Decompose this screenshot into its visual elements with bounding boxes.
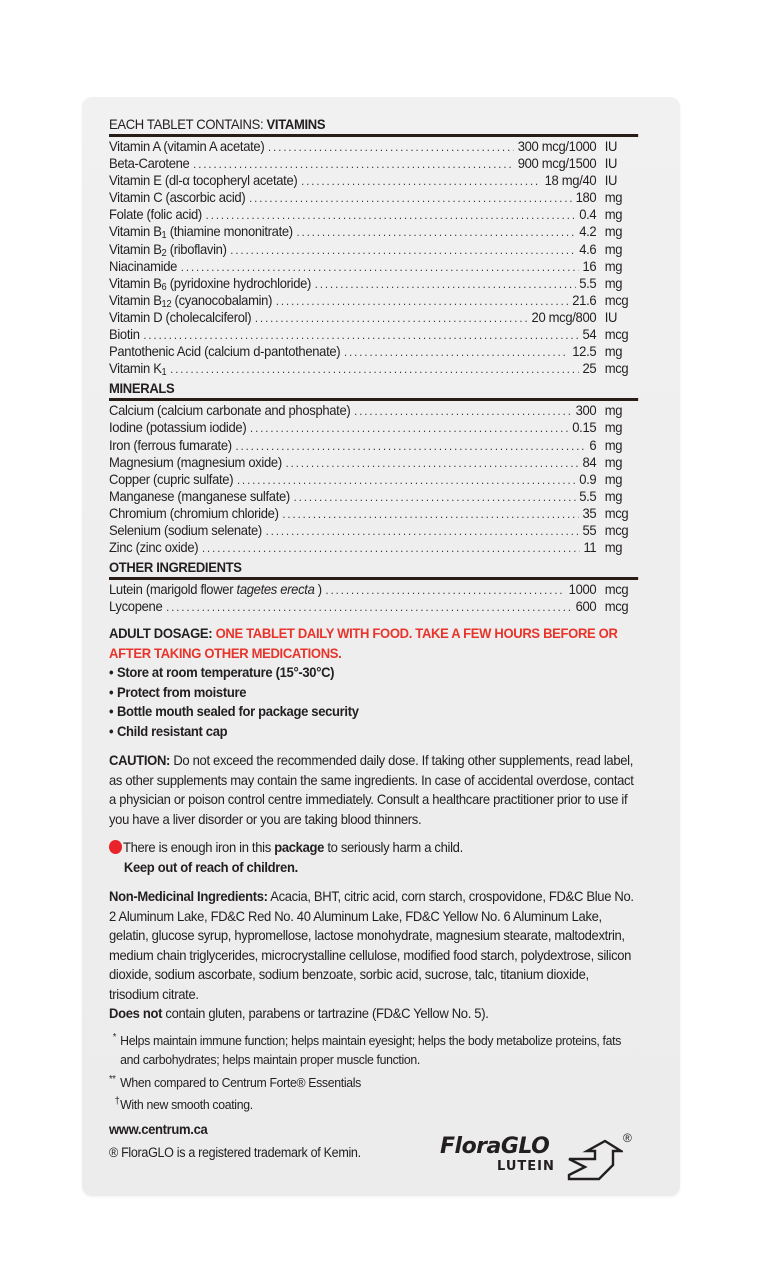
ingredient-unit: mg xyxy=(604,257,623,274)
vitamins-table xyxy=(109,138,638,377)
ingredient-unit: mg xyxy=(604,240,623,257)
ingredient-name-text: Beta-Carotene xyxy=(109,155,190,172)
caution-text xyxy=(109,751,639,829)
ingredient-row xyxy=(109,138,638,155)
ingredient-name-rest: (riboflavin) xyxy=(166,240,227,257)
ingredient-name-text: Manganese (manganese sulfate) xyxy=(109,487,290,504)
ingredient-amount: 21.6 xyxy=(572,291,597,308)
bullet-item: • Bottle mouth sealed for package security xyxy=(109,702,639,722)
ingredient-name-rest: (cyanocobalamin) xyxy=(171,291,273,308)
ingredient-name xyxy=(109,598,162,615)
ingredient-amount: 12.5 xyxy=(572,343,597,360)
ingredient-unit: mg xyxy=(604,419,623,436)
ingredient-row xyxy=(109,454,638,471)
ingredient-unit: mcg xyxy=(604,326,629,343)
ingredient-name xyxy=(109,360,166,377)
dot-leader xyxy=(237,472,576,489)
ingredient-amount: 600 xyxy=(575,598,597,615)
ingredient-row xyxy=(109,488,638,505)
footnote-mark: † xyxy=(114,1096,120,1108)
ingredient-unit: mg xyxy=(604,223,623,240)
ingredient-name-text: Vitamin K xyxy=(109,360,162,377)
ingredient-name xyxy=(109,172,297,189)
ingredient-name xyxy=(109,292,272,309)
ingredient-amount: 4.2 xyxy=(579,223,597,240)
dot-leader xyxy=(206,207,576,224)
ingredient-row xyxy=(109,402,638,419)
logo-brand: FloraGLO xyxy=(440,1134,550,1159)
other-ingredients-heading: OTHER INGREDIENTS xyxy=(109,559,638,580)
dot-leader xyxy=(235,438,585,455)
ingredient-amount: 16 xyxy=(582,257,597,274)
ingredient-name xyxy=(109,275,311,292)
other-ingredients-table xyxy=(109,581,638,615)
caution-body: Do not exceed the recommended daily dose. If taking other supplements, read label, as other supplements may contain the same ingredients. In case of accidental overdose, contact a physician or poison control centre immediately. Consult a healthcare practitioner prior to use if you have a liver disorder or you are taking blood thinners. xyxy=(109,752,634,827)
ingredient-amount: 25 xyxy=(582,360,597,377)
dot-leader xyxy=(250,420,568,437)
ingredient-row xyxy=(109,206,638,223)
bullet-item: • Protect from moisture xyxy=(109,683,639,703)
minerals-table xyxy=(109,402,638,556)
dosage-label: ADULT DOSAGE: xyxy=(109,625,216,642)
dot-leader xyxy=(294,489,576,506)
dot-leader xyxy=(202,540,580,557)
ingredient-name-text: Folate (folic acid) xyxy=(109,206,202,223)
dot-leader xyxy=(297,224,576,241)
ingredient-amount: 6 xyxy=(589,436,597,453)
ingredient-name xyxy=(109,309,251,326)
ingredient-amount: 11 xyxy=(583,539,597,556)
footnote-text: Helps maintain immune function; helps maintain eyesight; helps the body metabolize proteins, fats and carbohydrates; helps maintain proper muscle function. xyxy=(120,1032,622,1068)
ingredient-unit: mg xyxy=(604,539,623,556)
ingredient-amount: 5.5 xyxy=(579,487,597,504)
caution-label: CAUTION: xyxy=(109,752,171,769)
non-medicinal-ingredients xyxy=(109,887,639,1024)
ingredient-name-text: Copper (cupric sulfate) xyxy=(109,470,234,487)
ingredient-amount: 35 xyxy=(582,504,597,521)
ingredient-unit: IU xyxy=(604,155,618,172)
ingredient-name xyxy=(109,343,340,360)
ingredient-amount: 5.5 xyxy=(579,274,597,291)
ingredient-row xyxy=(109,258,638,275)
website-link[interactable]: www.centrum.ca xyxy=(109,1120,208,1137)
ingredient-row xyxy=(109,581,638,598)
ingredient-row xyxy=(109,539,638,556)
ingredient-unit: mg xyxy=(604,453,623,470)
warning-text-1: There is enough iron in this xyxy=(122,839,275,856)
dot-leader xyxy=(166,599,572,616)
dosage-text: ONE TABLET DAILY WITH FOOD. TAKE A FEW HOURS BEFORE OR AFTER TAKING OTHER MEDICATIONS. xyxy=(109,625,618,661)
ingredient-name-text: Iodine (potassium iodide) xyxy=(109,419,247,436)
ingredient-unit: mcg xyxy=(604,521,629,538)
ingredient-row xyxy=(109,471,638,488)
dot-leader xyxy=(143,327,578,344)
ingredient-name xyxy=(109,454,282,471)
ingredient-row xyxy=(109,155,638,172)
ingredient-name-text: Vitamin B xyxy=(109,291,162,308)
ingredient-row xyxy=(109,505,638,522)
ingredient-amount: 4.6 xyxy=(579,240,597,257)
ingredient-unit: IU xyxy=(604,172,618,189)
footnote-mark: * xyxy=(112,1031,117,1043)
ingredient-row xyxy=(109,241,638,258)
dot-leader xyxy=(255,310,528,327)
nmi-label: Non-Medicinal Ingredients: xyxy=(109,888,268,905)
label-content xyxy=(109,116,639,1160)
ingredient-row xyxy=(109,437,638,454)
dot-leader xyxy=(230,242,575,259)
minerals-heading: MINERALS xyxy=(109,380,638,401)
iron-warning xyxy=(109,838,639,877)
ingredient-name-text: Iron (ferrous fumarate) xyxy=(109,436,232,453)
floraglo-lutein-logo xyxy=(440,1131,640,1184)
warning-bold: package xyxy=(274,839,325,856)
heading-prefix: EACH TABLET CONTAINS: xyxy=(109,116,267,132)
ingredient-name xyxy=(109,138,264,155)
registered-mark: ® xyxy=(623,1131,632,1145)
ingredient-unit: mcg xyxy=(604,581,629,598)
bullet-item: • Child resistant cap xyxy=(109,722,639,742)
dot-leader xyxy=(344,344,569,361)
ingredient-name-text: Biotin xyxy=(109,326,140,343)
does-not-label: Does not xyxy=(109,1005,163,1022)
heading-bold: VITAMINS xyxy=(266,116,326,132)
ingredient-amount: 180 xyxy=(575,189,597,206)
ingredient-amount: 18 mg/40 xyxy=(544,172,597,189)
ingredient-name xyxy=(109,471,233,488)
ingredient-unit: mg xyxy=(604,436,623,453)
ingredient-name xyxy=(109,539,198,556)
ingredient-row xyxy=(109,419,638,436)
ingredient-row xyxy=(109,172,638,189)
footnote-3 xyxy=(109,1095,639,1115)
ingredient-name xyxy=(109,419,246,436)
dot-leader xyxy=(282,506,578,523)
keep-out-of-reach: Keep out of reach of children. xyxy=(123,858,298,875)
bullet-item: • Store at room temperature (15°-30°C) xyxy=(109,663,639,683)
trademark-notice: ® FloraGLO is a registered trademark of Kemin. xyxy=(109,1144,361,1160)
ingredient-name-text: Selenium (sodium selenate) xyxy=(109,521,262,538)
ingredient-row xyxy=(109,292,638,309)
ingredient-name-text: Vitamin A (vitamin A acetate) xyxy=(109,138,265,154)
ingredient-row xyxy=(109,223,638,240)
ingredient-unit: mg xyxy=(604,470,623,487)
adult-dosage xyxy=(109,624,639,663)
ingredient-row xyxy=(109,309,638,326)
ingredient-name-rest: ) xyxy=(314,581,322,598)
dot-leader xyxy=(276,293,569,310)
ingredient-name-text: Lycopene xyxy=(109,598,163,615)
dot-leader xyxy=(170,361,579,378)
up-arrow-logo-icon xyxy=(565,1139,623,1181)
ingredient-amount: 300 mcg/1000 xyxy=(517,138,597,154)
ingredient-name xyxy=(109,241,227,258)
ingredient-unit: mg xyxy=(604,487,623,504)
ingredient-amount: 55 xyxy=(582,521,597,538)
footnote-text: When compared to Centrum Forte® Essentials xyxy=(120,1074,361,1090)
ingredient-amount: 900 mcg/1500 xyxy=(517,155,597,172)
ingredient-name-text: Pantothenic Acid (calcium d-pantothenate) xyxy=(109,343,341,360)
storage-bullets xyxy=(109,663,639,741)
dot-leader xyxy=(181,259,579,276)
ingredient-amount: 0.9 xyxy=(579,470,597,487)
ingredient-unit: mcg xyxy=(604,360,629,377)
ingredient-name-text: Vitamin B xyxy=(109,240,162,257)
subscript: 2 xyxy=(161,247,167,259)
ingredient-row xyxy=(109,189,638,206)
footnote-text: With new smooth coating. xyxy=(120,1097,253,1113)
ingredient-name-text: Vitamin C (ascorbic acid) xyxy=(109,189,246,206)
warning-text-2: to seriously harm a child. xyxy=(324,839,463,856)
ingredient-name xyxy=(109,189,245,206)
ingredient-name-rest: (thiamine mononitrate) xyxy=(166,223,293,240)
vitamins-heading xyxy=(109,116,638,137)
dot-leader xyxy=(326,582,565,599)
ingredient-name xyxy=(109,402,350,419)
does-not-text: contain gluten, parabens or tartrazine (FD&C Yellow No. 5). xyxy=(162,1005,489,1022)
ingredient-amount: 1000 xyxy=(568,581,597,598)
dot-leader xyxy=(354,403,572,420)
red-warning-dot-icon xyxy=(109,840,122,854)
ingredient-name-text: Magnesium (magnesium oxide) xyxy=(109,453,282,470)
ingredient-unit: mg xyxy=(604,343,623,360)
footnote-2 xyxy=(109,1073,639,1093)
subscript: 6 xyxy=(161,281,167,293)
subscript: 1 xyxy=(161,367,167,379)
ingredient-name xyxy=(109,522,262,539)
ingredient-unit: IU xyxy=(604,308,618,325)
ingredient-name xyxy=(109,488,290,505)
ingredient-name-rest: (pyridoxine hydrochloride) xyxy=(166,274,312,291)
ingredient-amount: 20 mcg/800 xyxy=(531,308,597,325)
dot-leader xyxy=(286,455,579,472)
subscript: 12 xyxy=(161,298,172,310)
ingredient-name xyxy=(109,223,293,240)
subscript: 1 xyxy=(161,230,167,242)
ingredient-unit: mg xyxy=(604,189,623,206)
ingredient-row xyxy=(109,275,638,292)
ingredient-unit: mcg xyxy=(604,291,629,308)
ingredient-name xyxy=(109,155,189,172)
ingredient-name-text: Chromium (chromium chloride) xyxy=(109,504,279,521)
ingredient-name-text: Calcium (calcium carbonate and phosphate) xyxy=(109,402,351,419)
ingredient-unit: mg xyxy=(604,274,623,291)
ingredient-row xyxy=(109,326,638,343)
ingredient-name-text: Niacinamide xyxy=(109,257,178,274)
dot-leader xyxy=(249,190,572,207)
ingredient-name xyxy=(109,437,232,454)
ingredient-amount: 84 xyxy=(582,453,597,470)
dot-leader xyxy=(193,156,514,173)
dot-leader xyxy=(301,173,541,190)
ingredient-unit: mg xyxy=(604,206,623,223)
ingredient-name-text: Zinc (zinc oxide) xyxy=(109,539,199,556)
ingredient-unit: mg xyxy=(604,402,623,419)
dot-leader xyxy=(266,523,579,540)
dot-leader xyxy=(268,139,514,156)
footnote-1 xyxy=(109,1031,639,1070)
logo-sub: LUTEIN xyxy=(497,1159,555,1174)
ingredient-row xyxy=(109,598,638,615)
ingredient-amount: 0.15 xyxy=(572,419,597,436)
ingredient-unit: mcg xyxy=(604,598,629,615)
ingredient-name-text: Vitamin E (dl-α tocopheryl acetate) xyxy=(109,172,298,189)
ingredient-unit: IU xyxy=(604,138,618,154)
latin-name: tagetes erecta xyxy=(236,581,315,598)
footnotes xyxy=(109,1031,639,1115)
ingredient-name xyxy=(109,505,279,522)
ingredient-name-text: Vitamin D (cholecalciferol) xyxy=(109,308,252,325)
ingredient-row xyxy=(109,343,638,360)
ingredient-name xyxy=(109,581,322,598)
ingredient-name-text: Vitamin B xyxy=(109,274,162,291)
ingredient-name xyxy=(109,206,202,223)
ingredient-name-text: Lutein (marigold flower xyxy=(109,581,237,598)
nmi-text: Acacia, BHT, citric acid, corn starch, crospovidone, FD&C Blue No. 2 Aluminum Lake, FD&C Red No. 40 Aluminum Lake, FD&C Yellow No. 6 Aluminum Lake, gelatin, glucose syrup, hypromellose, lactose monohydrate, magnesium stearate, maltodextrin, medium chain triglycerides, microcrystalline cellulose, modified food starch, polydextrose, silicon dioxide, sodium ascorbate, sodium benzoate, sorbic acid, sucrose, talc, titanium dioxide, trisodium citrate. xyxy=(109,888,634,1002)
ingredient-row xyxy=(109,522,638,539)
ingredient-name xyxy=(109,258,177,275)
ingredient-amount: 300 xyxy=(575,402,597,419)
footnote-mark: ** xyxy=(109,1073,116,1085)
dot-leader xyxy=(315,276,576,293)
ingredient-name-text: Vitamin B xyxy=(109,223,162,240)
ingredient-amount: 54 xyxy=(582,326,597,343)
ingredient-name xyxy=(109,326,140,343)
ingredient-row xyxy=(109,360,638,377)
ingredient-amount: 0.4 xyxy=(579,206,597,223)
ingredient-unit: mcg xyxy=(604,504,629,521)
